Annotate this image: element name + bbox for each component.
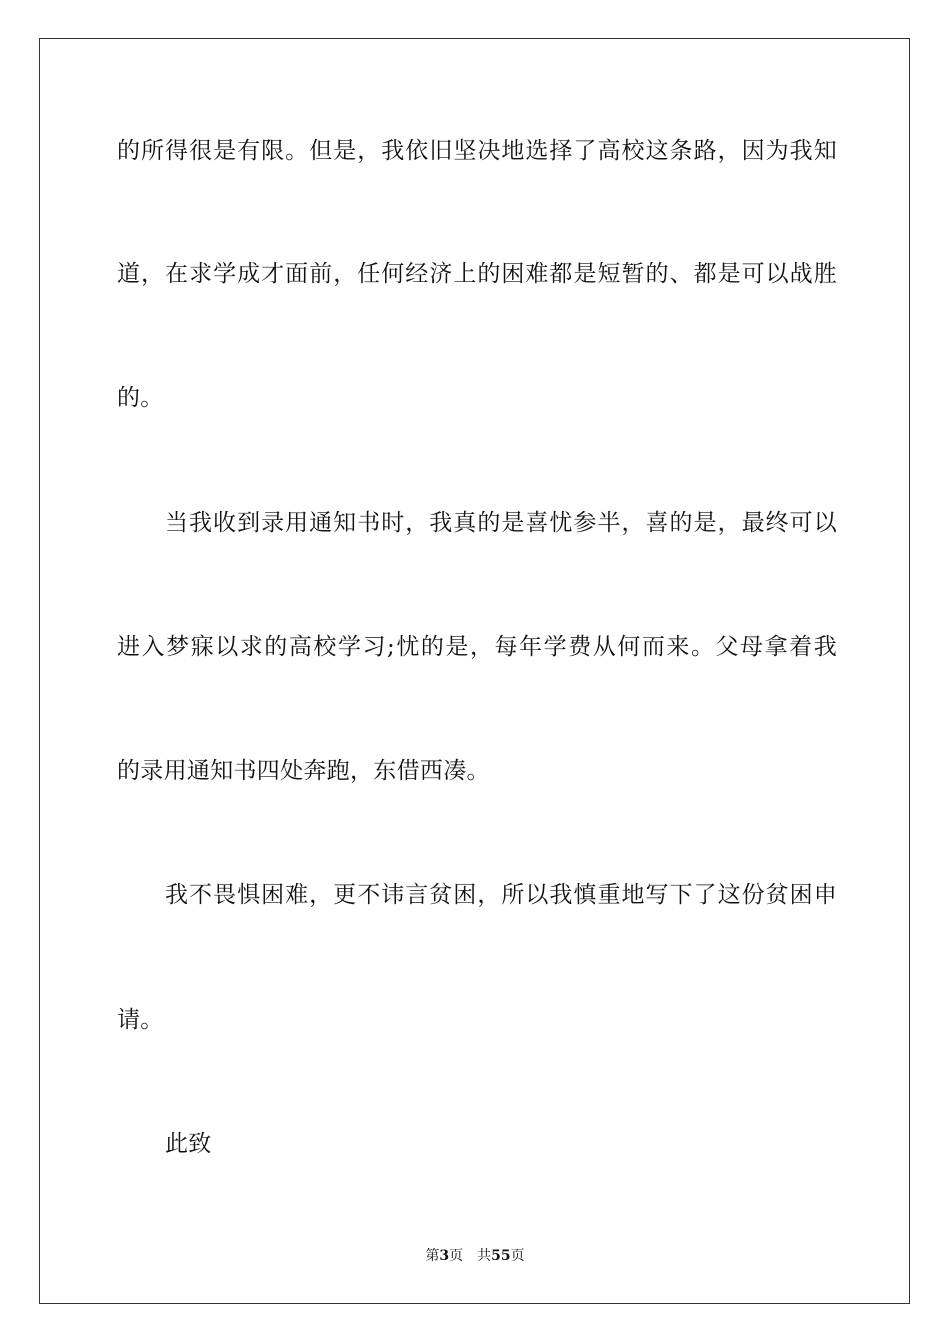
- body-line-2: 道，在求学成才面前，任何经济上的困难都是短暂的、都是可以战胜: [117, 261, 837, 287]
- page-footer: [0, 1247, 950, 1265]
- footer-page-number: 3: [439, 1248, 450, 1264]
- footer-page-prefix: 第: [425, 1248, 440, 1264]
- body-line-3: 的。: [117, 385, 164, 411]
- footer-page-suffix: 页: [449, 1248, 464, 1264]
- body-line-8: 请。: [117, 1007, 164, 1033]
- page-border: [39, 38, 910, 1304]
- body-line-5: 进入梦寐以求的高校学习;忧的是，每年学费从何而来。父母拿着我: [117, 634, 837, 660]
- closing-salutation: 此致: [165, 1131, 212, 1157]
- body-line-1: 的所得很是有限。但是，我依旧坚决地选择了高校这条路，因为我知: [117, 138, 837, 164]
- body-line-4: 当我收到录用通知书时，我真的是喜忧参半，喜的是，最终可以: [165, 510, 837, 536]
- body-line-6: 的录用通知书四处奔跑，东借西凑。: [117, 758, 490, 784]
- footer-total-prefix: 共: [477, 1248, 492, 1264]
- footer-total-suffix: 页: [510, 1248, 525, 1264]
- footer-total-pages: 55: [491, 1248, 511, 1264]
- body-line-7: 我不畏惧困难，更不讳言贫困，所以我慎重地写下了这份贫困申: [165, 882, 837, 908]
